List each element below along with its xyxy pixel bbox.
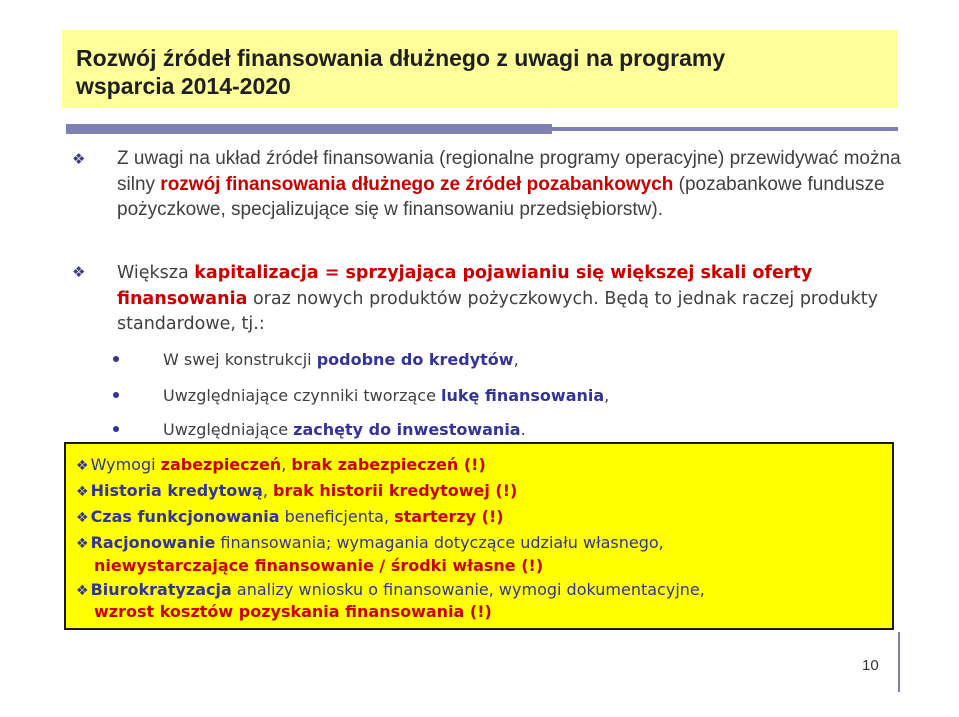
bullet-2-text-start: Większa: [117, 263, 195, 283]
dot-icon: [113, 426, 119, 432]
box-line-1-highlight: zabezpieczeń: [160, 455, 282, 474]
box-line-2: [76, 480, 517, 503]
diamond-ornament-icon: ❖: [76, 458, 89, 474]
sub-bullet-2-highlight: lukę finansowania: [441, 386, 605, 405]
box-line-1: [76, 454, 486, 477]
box-line-4: [76, 532, 664, 555]
sub-bullet-3-punct: .: [520, 420, 526, 439]
box-line-1-text: Wymogi: [90, 455, 161, 474]
box-line-4-text: finansowania; wymagania dotyczące udziału własnego,: [215, 533, 664, 552]
bullet-1-highlight: rozwój finansowania dłużnego ze źródeł pozabankowych: [160, 173, 674, 195]
dot-icon: [113, 392, 119, 398]
sub-bullet-1-highlight: podobne do kredytów: [316, 350, 514, 369]
sub-bullet-2: [163, 386, 609, 405]
box-line-3-text: beneficjenta,: [279, 507, 395, 526]
sub-bullet-3: [163, 420, 526, 439]
box-line-3-highlight: Czas funkcjonowania: [90, 507, 280, 526]
box-line-1-sep: ,: [281, 455, 292, 474]
bullet-1-text-end: (pozabankowe fundusze pożyczkowe, specjalizujące się w finansowaniu przedsiębiorstw).: [117, 173, 885, 220]
box-line-6: [76, 579, 705, 602]
box-line-7-emphasis: wzrost kosztów pozyskania finansowania (!): [94, 602, 492, 621]
box-line-3-emphasis: starterzy (!): [394, 507, 504, 526]
title-line-2: wsparcia 2014-2020: [76, 73, 291, 99]
bullet-paragraph-1: [117, 146, 917, 223]
box-line-3: [76, 506, 504, 529]
decorative-corner-line: [898, 632, 900, 692]
box-line-6-highlight: Biurokratyzacja: [90, 580, 232, 599]
diamond-ornament-icon: ❖: [76, 583, 89, 599]
diamond-ornament-icon: ❖: [72, 263, 86, 281]
box-line-2-sep: ,: [262, 481, 273, 500]
bullet-paragraph-2: [117, 261, 917, 338]
sub-bullet-3-highlight: zachęty do inwestowania: [293, 420, 521, 439]
box-line-1-emphasis: brak zabezpieczeń (!): [291, 455, 486, 474]
diamond-ornament-icon: ❖: [76, 536, 89, 552]
dot-icon: [113, 356, 119, 362]
box-line-5-emphasis: niewystarczające finansowanie / środki własne (!): [94, 556, 544, 575]
page-title: [76, 44, 896, 100]
decorative-line: [552, 127, 898, 131]
diamond-ornament-icon: ❖: [76, 484, 89, 500]
bullet-1-text-start: Z uwagi na układ źródeł finansowania (regionalne programy operacyjne) przewidywać można silny: [117, 148, 901, 195]
sub-bullet-1: [163, 350, 519, 369]
box-line-7: [94, 601, 492, 623]
title-line-1: Rozwój źródeł finansowania dłużnego z uwagi na programy: [76, 45, 726, 71]
box-line-6-text: analizy wniosku o finansowanie, wymogi dokumentacyjne,: [231, 580, 705, 599]
bullet-2-text-end: oraz nowych produktów pożyczkowych. Będą to jednak raczej produkty standardowe, tj.:: [117, 288, 879, 334]
box-line-2-highlight: Historia kredytową: [90, 481, 263, 500]
bullet-2-highlight: kapitalizacja = sprzyjająca pojawianiu się większej skali oferty finansowania: [117, 263, 813, 309]
sub-bullet-3-text: Uwzględniające: [163, 420, 294, 439]
box-line-5: [94, 555, 543, 577]
sub-bullet-2-punct: ,: [604, 386, 610, 405]
box-line-4-highlight: Racjonowanie: [90, 533, 216, 552]
diamond-ornament-icon: ❖: [76, 510, 89, 526]
sub-bullet-2-text: Uwzględniające czynniki tworzące: [163, 386, 442, 405]
highlight-box: [64, 442, 894, 630]
sub-bullet-1-punct: ,: [513, 350, 519, 369]
diamond-ornament-icon: ❖: [72, 150, 86, 168]
decorative-bar: [66, 124, 552, 134]
box-line-2-emphasis: brak historii kredytowej (!): [273, 481, 518, 500]
sub-bullet-1-text: W swej konstrukcji: [163, 350, 317, 369]
page-number: 10: [862, 657, 879, 674]
